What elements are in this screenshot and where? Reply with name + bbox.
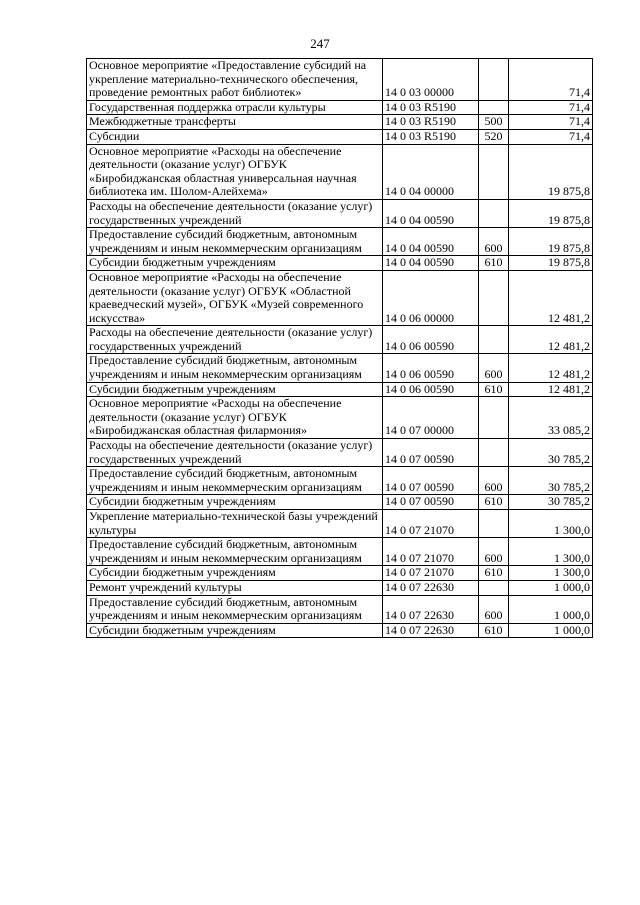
row-code-cell: 14 0 03 R5190 xyxy=(383,115,479,130)
row-code-cell: 14 0 06 00590 xyxy=(383,354,479,382)
row-name-cell: Расходы на обеспечение деятельности (оказание услуг) государственных учреждений xyxy=(87,439,383,467)
row-code-cell: 14 0 04 00000 xyxy=(383,144,479,199)
row-name-cell: Предоставление субсидий бюджетным, автономным учреждениям и иным некоммерческим организациям xyxy=(87,228,383,256)
row-sum-cell: 71,4 xyxy=(509,59,593,101)
row-code-cell: 14 0 07 21070 xyxy=(383,538,479,566)
row-vr-cell: 600 xyxy=(479,354,509,382)
table-row xyxy=(87,100,593,115)
table-row xyxy=(87,623,593,638)
row-vr-cell: 610 xyxy=(479,495,509,510)
row-vr-cell: 610 xyxy=(479,566,509,581)
row-sum-cell: 12 481,2 xyxy=(509,326,593,354)
table-row xyxy=(87,256,593,271)
row-name-cell: Основное мероприятие «Расходы на обеспечение деятельности (оказание услуг) ОГБУК «Биробиджанская областная универсальная научная библиотека им. Шолом-Алейхема» xyxy=(87,144,383,199)
row-name-cell: Основное мероприятие «Расходы на обеспечение деятельности (оказание услуг) ОГБУК «Биробиджанская областная филармония» xyxy=(87,397,383,439)
row-vr-cell xyxy=(479,199,509,227)
table-row xyxy=(87,382,593,397)
table-row xyxy=(87,510,593,538)
row-code-cell: 14 0 07 21070 xyxy=(383,566,479,581)
row-name-cell: Ремонт учреждений культуры xyxy=(87,580,383,595)
table-row xyxy=(87,467,593,495)
table-row xyxy=(87,495,593,510)
row-sum-cell: 12 481,2 xyxy=(509,382,593,397)
budget-table-body xyxy=(87,59,593,638)
row-vr-cell xyxy=(479,326,509,354)
row-sum-cell: 1 000,0 xyxy=(509,623,593,638)
row-name-cell: Предоставление субсидий бюджетным, автономным учреждениям и иным некоммерческим организациям xyxy=(87,538,383,566)
page-number: 247 xyxy=(310,36,330,51)
row-name-cell: Укрепление материально-технической базы учреждений культуры xyxy=(87,510,383,538)
table-row xyxy=(87,538,593,566)
row-name-cell: Субсидии бюджетным учреждениям xyxy=(87,623,383,638)
budget-table xyxy=(86,58,593,638)
row-sum-cell: 1 300,0 xyxy=(509,510,593,538)
row-vr-cell: 610 xyxy=(479,623,509,638)
table-row xyxy=(87,397,593,439)
table-row xyxy=(87,129,593,144)
table-row xyxy=(87,59,593,101)
table-row xyxy=(87,270,593,325)
table-row xyxy=(87,228,593,256)
row-code-cell: 14 0 04 00590 xyxy=(383,199,479,227)
row-name-cell: Субсидии бюджетным учреждениям xyxy=(87,566,383,581)
row-sum-cell: 19 875,8 xyxy=(509,199,593,227)
row-name-cell: Государственная поддержка отрасли культуры xyxy=(87,100,383,115)
row-sum-cell: 71,4 xyxy=(509,100,593,115)
row-vr-cell: 600 xyxy=(479,228,509,256)
row-sum-cell: 30 785,2 xyxy=(509,495,593,510)
row-sum-cell: 33 085,2 xyxy=(509,397,593,439)
table-row xyxy=(87,354,593,382)
row-sum-cell: 19 875,8 xyxy=(509,144,593,199)
row-sum-cell: 30 785,2 xyxy=(509,467,593,495)
row-code-cell: 14 0 03 00000 xyxy=(383,59,479,101)
row-sum-cell: 71,4 xyxy=(509,115,593,130)
row-vr-cell xyxy=(479,270,509,325)
table-row xyxy=(87,566,593,581)
row-name-cell: Расходы на обеспечение деятельности (оказание услуг) государственных учреждений xyxy=(87,199,383,227)
row-name-cell: Субсидии xyxy=(87,129,383,144)
row-name-cell: Основное мероприятие «Предоставление субсидий на укрепление материально-технического обеспечения, проведение ремонтных работ библиотек» xyxy=(87,59,383,101)
row-sum-cell: 19 875,8 xyxy=(509,256,593,271)
row-code-cell: 14 0 03 R5190 xyxy=(383,100,479,115)
row-code-cell: 14 0 07 00590 xyxy=(383,495,479,510)
row-vr-cell: 610 xyxy=(479,256,509,271)
row-code-cell: 14 0 07 22630 xyxy=(383,580,479,595)
row-code-cell: 14 0 04 00590 xyxy=(383,256,479,271)
row-sum-cell: 19 875,8 xyxy=(509,228,593,256)
row-name-cell: Субсидии бюджетным учреждениям xyxy=(87,382,383,397)
row-sum-cell: 1 000,0 xyxy=(509,595,593,623)
row-code-cell: 14 0 03 R5190 xyxy=(383,129,479,144)
row-sum-cell: 30 785,2 xyxy=(509,439,593,467)
row-code-cell: 14 0 06 00000 xyxy=(383,270,479,325)
row-name-cell: Субсидии бюджетным учреждениям xyxy=(87,256,383,271)
table-row xyxy=(87,199,593,227)
row-vr-cell xyxy=(479,100,509,115)
row-code-cell: 14 0 07 22630 xyxy=(383,595,479,623)
row-name-cell: Межбюджетные трансферты xyxy=(87,115,383,130)
row-vr-cell xyxy=(479,59,509,101)
row-name-cell: Расходы на обеспечение деятельности (оказание услуг) государственных учреждений xyxy=(87,326,383,354)
row-code-cell: 14 0 07 00590 xyxy=(383,439,479,467)
row-vr-cell: 520 xyxy=(479,129,509,144)
row-sum-cell: 71,4 xyxy=(509,129,593,144)
table-row xyxy=(87,439,593,467)
row-sum-cell: 1 000,0 xyxy=(509,580,593,595)
row-name-cell: Предоставление субсидий бюджетным, автономным учреждениям и иным некоммерческим организациям xyxy=(87,467,383,495)
row-sum-cell: 12 481,2 xyxy=(509,270,593,325)
table-row xyxy=(87,580,593,595)
row-vr-cell: 600 xyxy=(479,538,509,566)
row-name-cell: Предоставление субсидий бюджетным, автономным учреждениям и иным некоммерческим организациям xyxy=(87,595,383,623)
row-code-cell: 14 0 06 00590 xyxy=(383,382,479,397)
row-vr-cell: 600 xyxy=(479,595,509,623)
row-vr-cell xyxy=(479,144,509,199)
row-name-cell: Основное мероприятие «Расходы на обеспечение деятельности (оказание услуг) ОГБУК «Областной краеведческий музей», ОГБУК «Музей современного искусства» xyxy=(87,270,383,325)
row-vr-cell: 500 xyxy=(479,115,509,130)
row-vr-cell xyxy=(479,580,509,595)
table-row xyxy=(87,326,593,354)
row-sum-cell: 1 300,0 xyxy=(509,538,593,566)
row-vr-cell xyxy=(479,439,509,467)
row-code-cell: 14 0 06 00590 xyxy=(383,326,479,354)
table-row xyxy=(87,144,593,199)
row-code-cell: 14 0 04 00590 xyxy=(383,228,479,256)
row-name-cell: Предоставление субсидий бюджетным, автономным учреждениям и иным некоммерческим организациям xyxy=(87,354,383,382)
row-vr-cell xyxy=(479,510,509,538)
row-sum-cell: 1 300,0 xyxy=(509,566,593,581)
row-vr-cell xyxy=(479,397,509,439)
table-row xyxy=(87,115,593,130)
row-vr-cell: 610 xyxy=(479,382,509,397)
row-sum-cell: 12 481,2 xyxy=(509,354,593,382)
row-code-cell: 14 0 07 21070 xyxy=(383,510,479,538)
row-name-cell: Субсидии бюджетным учреждениям xyxy=(87,495,383,510)
row-code-cell: 14 0 07 22630 xyxy=(383,623,479,638)
row-code-cell: 14 0 07 00590 xyxy=(383,467,479,495)
table-row xyxy=(87,595,593,623)
row-code-cell: 14 0 07 00000 xyxy=(383,397,479,439)
row-vr-cell: 600 xyxy=(479,467,509,495)
